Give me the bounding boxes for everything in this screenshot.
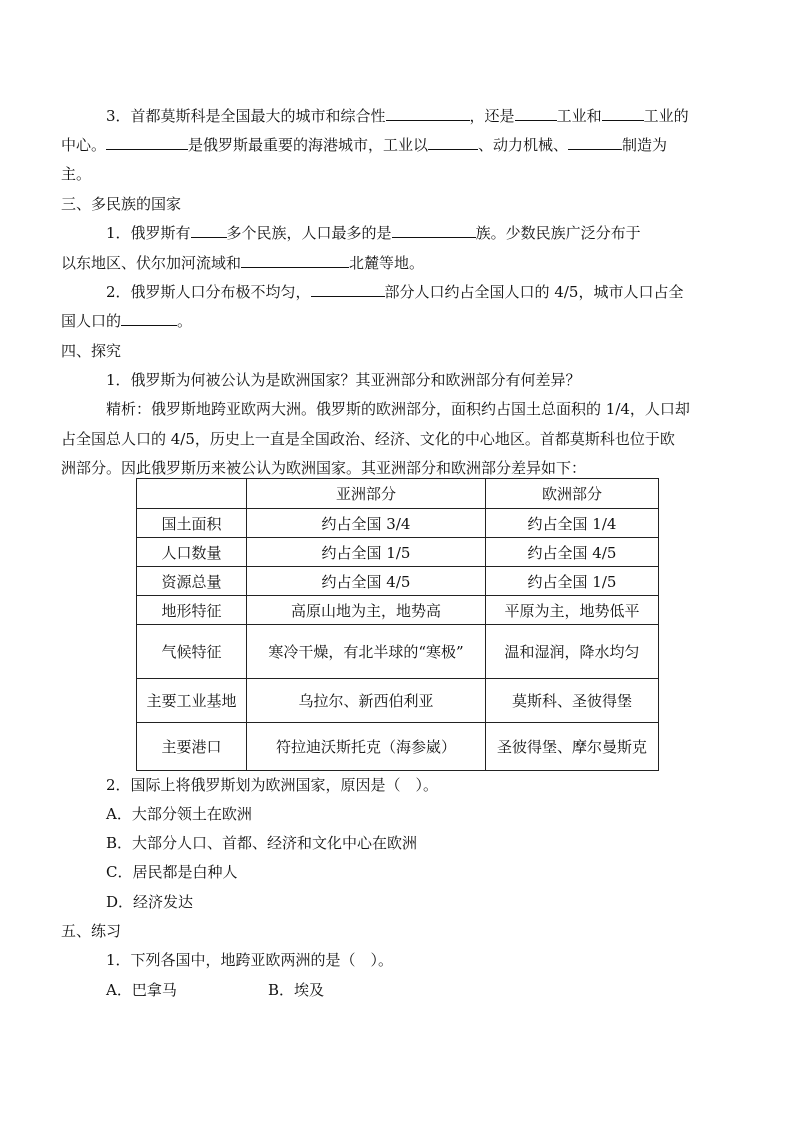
- table-cell: 约占全国 3/4: [247, 509, 486, 538]
- s3-item1-text-4: 以东地区、伏尔加河流域和: [61, 254, 242, 272]
- table-cell: 约占全国 1/4: [486, 509, 659, 538]
- s3-item3-text-7: 、动力机械、: [478, 136, 569, 154]
- table-cell: 莫斯科、圣彼得堡: [486, 679, 659, 723]
- blank-field[interactable]: [515, 106, 557, 121]
- table-row: [137, 723, 659, 771]
- blank-field[interactable]: [602, 106, 644, 121]
- s3-item3-text-2: ，还是: [469, 107, 515, 125]
- table-cell: 约占全国 4/5: [247, 567, 486, 596]
- blank-field[interactable]: [106, 135, 188, 150]
- s4-analysis-line3: 洲部分。因此俄罗斯历来被公认为欧洲国家。其亚洲部分和欧洲部分差异如下：: [61, 459, 587, 477]
- blank-field[interactable]: [191, 223, 227, 238]
- s4-question-1: 1．俄罗斯为何被公认为是欧洲国家？其亚洲部分和欧洲部分有何差异？: [106, 371, 581, 389]
- table-cell: 温和湿润，降水均匀: [486, 625, 659, 679]
- s3-item3-text-6: 是俄罗斯最重要的海港城市，工业以: [188, 136, 429, 154]
- s5-q1-option-a[interactable]: A．巴拿马: [106, 981, 177, 999]
- s3-item1-text-5: 北麓等地。: [349, 254, 425, 272]
- s4-question-2: 2．国际上将俄罗斯划为欧洲国家，原因是（ ）。: [106, 776, 439, 794]
- s3-item3-line3: [61, 164, 91, 184]
- table-cell: 约占全国 1/5: [247, 538, 486, 567]
- table-cell: 约占全国 4/5: [486, 538, 659, 567]
- table-row: [137, 509, 659, 538]
- s4-analysis-line1: 精析：俄罗斯地跨亚欧两大洲。俄罗斯的欧洲部分，面积约占国土总面积的 1/4，人口却: [106, 400, 690, 418]
- table-cell: 主要港口: [137, 723, 247, 771]
- section-heading-3: 三、多民族的国家: [61, 195, 182, 213]
- s3-item3-text-1: 3．首都莫斯科是全国最大的城市和综合性: [106, 107, 386, 125]
- s4-analysis-line2: 占全国总人口的 4/5，历史上一直是全国政治、经济、文化的中心地区。首都莫斯科也位于欧: [61, 430, 675, 448]
- table-cell: 主要工业基地: [137, 679, 247, 723]
- table-header-cell: 欧洲部分: [486, 479, 659, 509]
- s3-item1-text-3: 族。少数民族广泛分布于: [475, 224, 641, 242]
- s3-item2-text-2: 部分人口约占全国人口的 4/5，城市人口占全: [384, 283, 684, 301]
- table-row: [137, 538, 659, 567]
- table-cell: 国土面积: [137, 509, 247, 538]
- s3-item3-line1: [106, 106, 689, 126]
- blank-field[interactable]: [386, 106, 470, 121]
- s3-item2-line2: [61, 311, 192, 331]
- s3-item2-line1: [106, 282, 683, 302]
- blank-field[interactable]: [428, 135, 478, 150]
- s3-item1-text-1: 1．俄罗斯有: [106, 224, 191, 242]
- table-header-row: [137, 479, 659, 509]
- table-cell: 气候特征: [137, 625, 247, 679]
- s5-q1-option-b[interactable]: B．埃及: [268, 981, 325, 999]
- s3-item2-text-4: 。: [177, 312, 193, 330]
- s3-item3-text-5: 中心。: [61, 136, 107, 154]
- s4-q2-option-a[interactable]: A．大部分领土在欧洲: [106, 805, 252, 823]
- section-heading-5: 五、练习: [61, 922, 122, 940]
- table-row: [137, 625, 659, 679]
- table-cell: 人口数量: [137, 538, 247, 567]
- blank-field[interactable]: [392, 223, 476, 238]
- s3-item3-text-8: 制造为: [622, 136, 668, 154]
- blank-field[interactable]: [121, 311, 177, 326]
- table-cell: 高原山地为主，地势高: [247, 596, 486, 625]
- s3-item2-text-1: 2．俄罗斯人口分布极不均匀，: [106, 283, 311, 301]
- table-header-cell: 亚洲部分: [247, 479, 486, 509]
- s4-q2-option-d[interactable]: D．经济发达: [106, 893, 194, 911]
- section-heading-4: 四、探究: [61, 342, 122, 360]
- s4-q2-option-c[interactable]: C．居民都是白种人: [106, 863, 238, 881]
- s3-item1-line2: [61, 253, 424, 273]
- s5-question-1: 1．下列各国中，地跨亚欧两洲的是（ ）。: [106, 951, 394, 969]
- table-cell: 符拉迪沃斯托克（海参崴）: [247, 723, 486, 771]
- s3-item3-text-3: 工业和: [556, 107, 602, 125]
- blank-field[interactable]: [241, 253, 349, 268]
- s4-q2-option-b[interactable]: B．大部分人口、首都、经济和文化中心在欧洲: [106, 834, 418, 852]
- table-row: [137, 567, 659, 596]
- s3-item2-text-3: 国人口的: [61, 312, 122, 330]
- s3-item3-text-4: 工业的: [643, 107, 689, 125]
- table-cell: 平原为主，地势低平: [486, 596, 659, 625]
- table-cell: 地形特征: [137, 596, 247, 625]
- blank-field[interactable]: [311, 282, 385, 297]
- table-cell: 圣彼得堡、摩尔曼斯克: [486, 723, 659, 771]
- s3-item1-text-2: 多个民族，人口最多的是: [226, 224, 392, 242]
- table-cell: 约占全国 1/5: [486, 567, 659, 596]
- s3-item3-line2: [61, 135, 667, 155]
- table-cell: 资源总量: [137, 567, 247, 596]
- table-row: [137, 596, 659, 625]
- blank-field[interactable]: [568, 135, 622, 150]
- table-cell: 寒冷干燥，有北半球的“寒极”: [247, 625, 486, 679]
- s3-item1-line1: [106, 223, 641, 243]
- table-row: [137, 679, 659, 723]
- comparison-table: [136, 478, 659, 771]
- table-cell: 乌拉尔、新西伯利亚: [247, 679, 486, 723]
- s3-item3-text-9: 主。: [61, 165, 92, 183]
- table-header-cell: [137, 479, 247, 509]
